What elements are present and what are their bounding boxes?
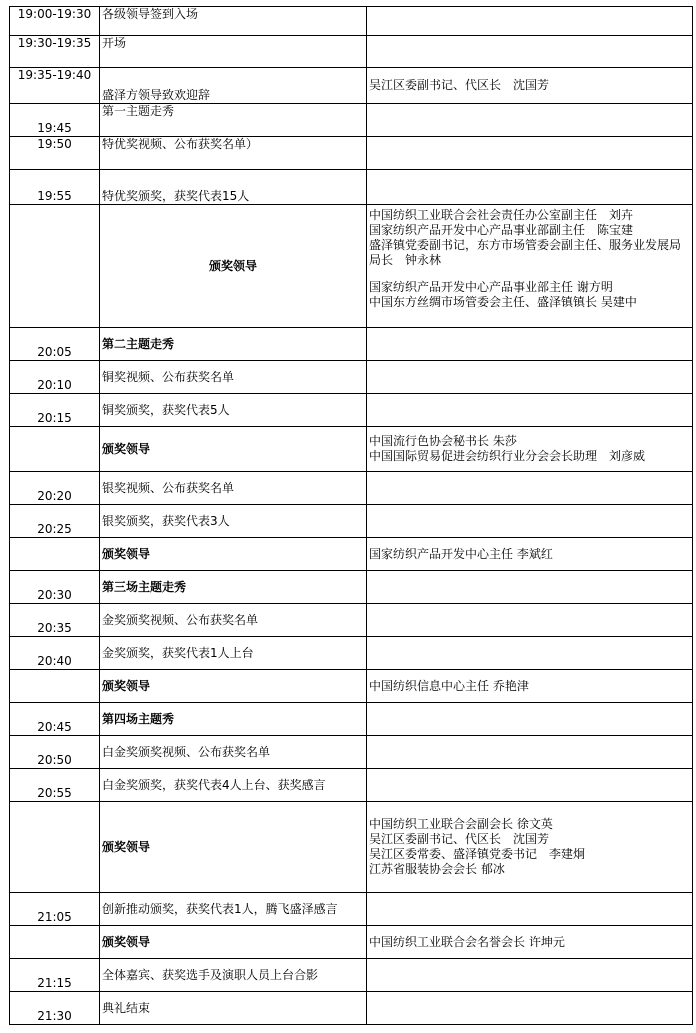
presenter-line: 中国纺织工业联合会社会责任办公室副主任 刘卉 xyxy=(369,208,634,222)
time-cell: 19:55 xyxy=(10,170,100,205)
presenter-cell xyxy=(367,505,693,538)
time-cell: 20:25 xyxy=(10,505,100,538)
content-cell: 金奖颁奖视频、公布获奖名单 xyxy=(100,604,367,637)
presenter-cell xyxy=(367,361,693,394)
time-cell xyxy=(10,926,100,959)
content-cell: 颁奖领导 xyxy=(100,926,367,959)
time-cell: 20:40 xyxy=(10,637,100,670)
table-row xyxy=(10,893,693,926)
time-cell xyxy=(10,205,100,328)
table-row xyxy=(10,170,693,205)
presenter-line: 吴江区委副书记、代区长 沈国芳 xyxy=(369,832,550,846)
presenter-cell xyxy=(367,893,693,926)
presenter-cell: 国家纺织产品开发中心主任 李斌红 xyxy=(367,538,693,571)
table-row xyxy=(10,104,693,137)
table-row xyxy=(10,361,693,394)
time-cell: 20:45 xyxy=(10,703,100,736)
presenter-cell xyxy=(367,802,693,893)
time-cell: 20:10 xyxy=(10,361,100,394)
time-cell: 21:05 xyxy=(10,893,100,926)
presenter-cell xyxy=(367,394,693,427)
table-row xyxy=(10,670,693,703)
time-cell: 20:05 xyxy=(10,328,100,361)
time-cell: 20:55 xyxy=(10,769,100,802)
content-cell: 特优奖视频、公布获奖名单） xyxy=(100,137,367,170)
presenter-cell xyxy=(367,104,693,137)
presenter-cell xyxy=(367,992,693,1025)
presenter-cell xyxy=(367,959,693,992)
time-cell xyxy=(10,538,100,571)
table-row xyxy=(10,328,693,361)
time-cell: 20:20 xyxy=(10,472,100,505)
table-row xyxy=(10,137,693,170)
presenter-cell xyxy=(367,36,693,68)
presenter-line: 盛泽镇党委副书记，东方市场管委会副主任、服务业发展局局长 钟永林 xyxy=(369,238,682,267)
time-cell xyxy=(10,802,100,893)
table-row xyxy=(10,472,693,505)
time-cell: 20:35 xyxy=(10,604,100,637)
schedule-table xyxy=(9,6,693,1025)
presenter-cell xyxy=(367,769,693,802)
presenter-cell xyxy=(367,170,693,205)
table-row xyxy=(10,703,693,736)
content-cell: 颁奖领导 xyxy=(100,427,367,472)
table-row xyxy=(10,769,693,802)
content-cell: 金奖颁奖，获奖代表1人上台 xyxy=(100,637,367,670)
presenter-cell: 中国纺织信息中心主任 乔艳津 xyxy=(367,670,693,703)
content-cell: 第四场主题秀 xyxy=(100,703,367,736)
presenter-line: 江苏省服装协会会长 郁冰 xyxy=(369,862,505,876)
table-row xyxy=(10,7,693,36)
table-row xyxy=(10,68,693,104)
table-row xyxy=(10,427,693,472)
time-cell: 19:35-19:40 xyxy=(10,68,100,104)
presenter-cell xyxy=(367,604,693,637)
table-row xyxy=(10,959,693,992)
content-cell: 全体嘉宾、获奖选手及演职人员上台合影 xyxy=(100,959,367,992)
content-cell: 银奖颁奖，获奖代表3人 xyxy=(100,505,367,538)
content-cell: 铜奖颁奖，获奖代表5人 xyxy=(100,394,367,427)
content-cell: 第一主题走秀 xyxy=(100,104,367,137)
time-cell: 19:50 xyxy=(10,137,100,170)
table-row xyxy=(10,571,693,604)
presenter-cell xyxy=(367,205,693,328)
time-cell xyxy=(10,427,100,472)
presenter-cell xyxy=(367,736,693,769)
content-cell: 银奖视频、公布获奖名单 xyxy=(100,472,367,505)
presenter-cell xyxy=(367,328,693,361)
table-row xyxy=(10,802,693,893)
table-row xyxy=(10,926,693,959)
table-row xyxy=(10,36,693,68)
table-row xyxy=(10,205,693,328)
content-cell: 白金奖颁奖视频、公布获奖名单 xyxy=(100,736,367,769)
content-cell: 开场 xyxy=(100,36,367,68)
presenter-cell: 吴江区委副书记、代区长 沈国芳 xyxy=(367,68,693,104)
content-cell: 第三场主题走秀 xyxy=(100,571,367,604)
presenter-cell xyxy=(367,427,693,472)
content-cell: 颁奖领导 xyxy=(100,205,367,328)
content-cell: 颁奖领导 xyxy=(100,670,367,703)
content-cell: 创新推动颁奖，获奖代表1人，腾飞盛泽感言 xyxy=(100,893,367,926)
content-cell: 颁奖领导 xyxy=(100,802,367,893)
content-cell: 各级领导签到入场 xyxy=(100,7,367,36)
presenter-group xyxy=(369,280,690,310)
presenter-cell: 中国纺织工业联合会名誉会长 许坤元 xyxy=(367,926,693,959)
presenter-cell xyxy=(367,472,693,505)
time-cell: 21:30 xyxy=(10,992,100,1025)
time-cell: 20:30 xyxy=(10,571,100,604)
content-cell: 盛泽方领导致欢迎辞 xyxy=(100,68,367,104)
time-cell: 21:15 xyxy=(10,959,100,992)
presenter-cell xyxy=(367,571,693,604)
presenter-line: 中国纺织工业联合会副会长 徐文英 xyxy=(369,817,553,831)
table-row xyxy=(10,505,693,538)
presenter-line: 国家纺织产品开发中心产品事业部副主任 陈宝建 xyxy=(369,223,634,237)
presenter-line: 中国东方丝绸市场管委会主任、盛泽镇镇长 吴建中 xyxy=(369,295,637,309)
time-cell: 19:45 xyxy=(10,104,100,137)
presenter-line: 国家纺织产品开发中心产品事业部主任 谢方明 xyxy=(369,280,613,294)
content-cell: 第二主题走秀 xyxy=(100,328,367,361)
presenter-cell xyxy=(367,703,693,736)
presenter-line: 中国国际贸易促进会纺织行业分会会长助理 刘彦威 xyxy=(369,449,646,463)
table-row xyxy=(10,604,693,637)
time-cell: 20:50 xyxy=(10,736,100,769)
presenter-cell xyxy=(367,637,693,670)
table-row xyxy=(10,637,693,670)
content-cell: 特优奖颁奖，获奖代表15人 xyxy=(100,170,367,205)
time-cell: 19:30-19:35 xyxy=(10,36,100,68)
content-cell: 典礼结束 xyxy=(100,992,367,1025)
presenter-cell xyxy=(367,7,693,36)
content-cell: 铜奖视频、公布获奖名单 xyxy=(100,361,367,394)
presenter-cell xyxy=(367,137,693,170)
presenter-line: 中国流行色协会秘书长 朱莎 xyxy=(369,434,517,448)
presenter-group xyxy=(369,208,690,268)
time-cell: 19:00-19:30 xyxy=(10,7,100,36)
time-cell: 20:15 xyxy=(10,394,100,427)
content-cell: 白金奖颁奖，获奖代表4人上台、获奖感言 xyxy=(100,769,367,802)
table-row xyxy=(10,394,693,427)
table-row xyxy=(10,992,693,1025)
presenter-line: 吴江区委常委、盛泽镇党委书记 李建炯 xyxy=(369,847,586,861)
content-cell: 颁奖领导 xyxy=(100,538,367,571)
table-row xyxy=(10,538,693,571)
time-cell xyxy=(10,670,100,703)
table-row xyxy=(10,736,693,769)
